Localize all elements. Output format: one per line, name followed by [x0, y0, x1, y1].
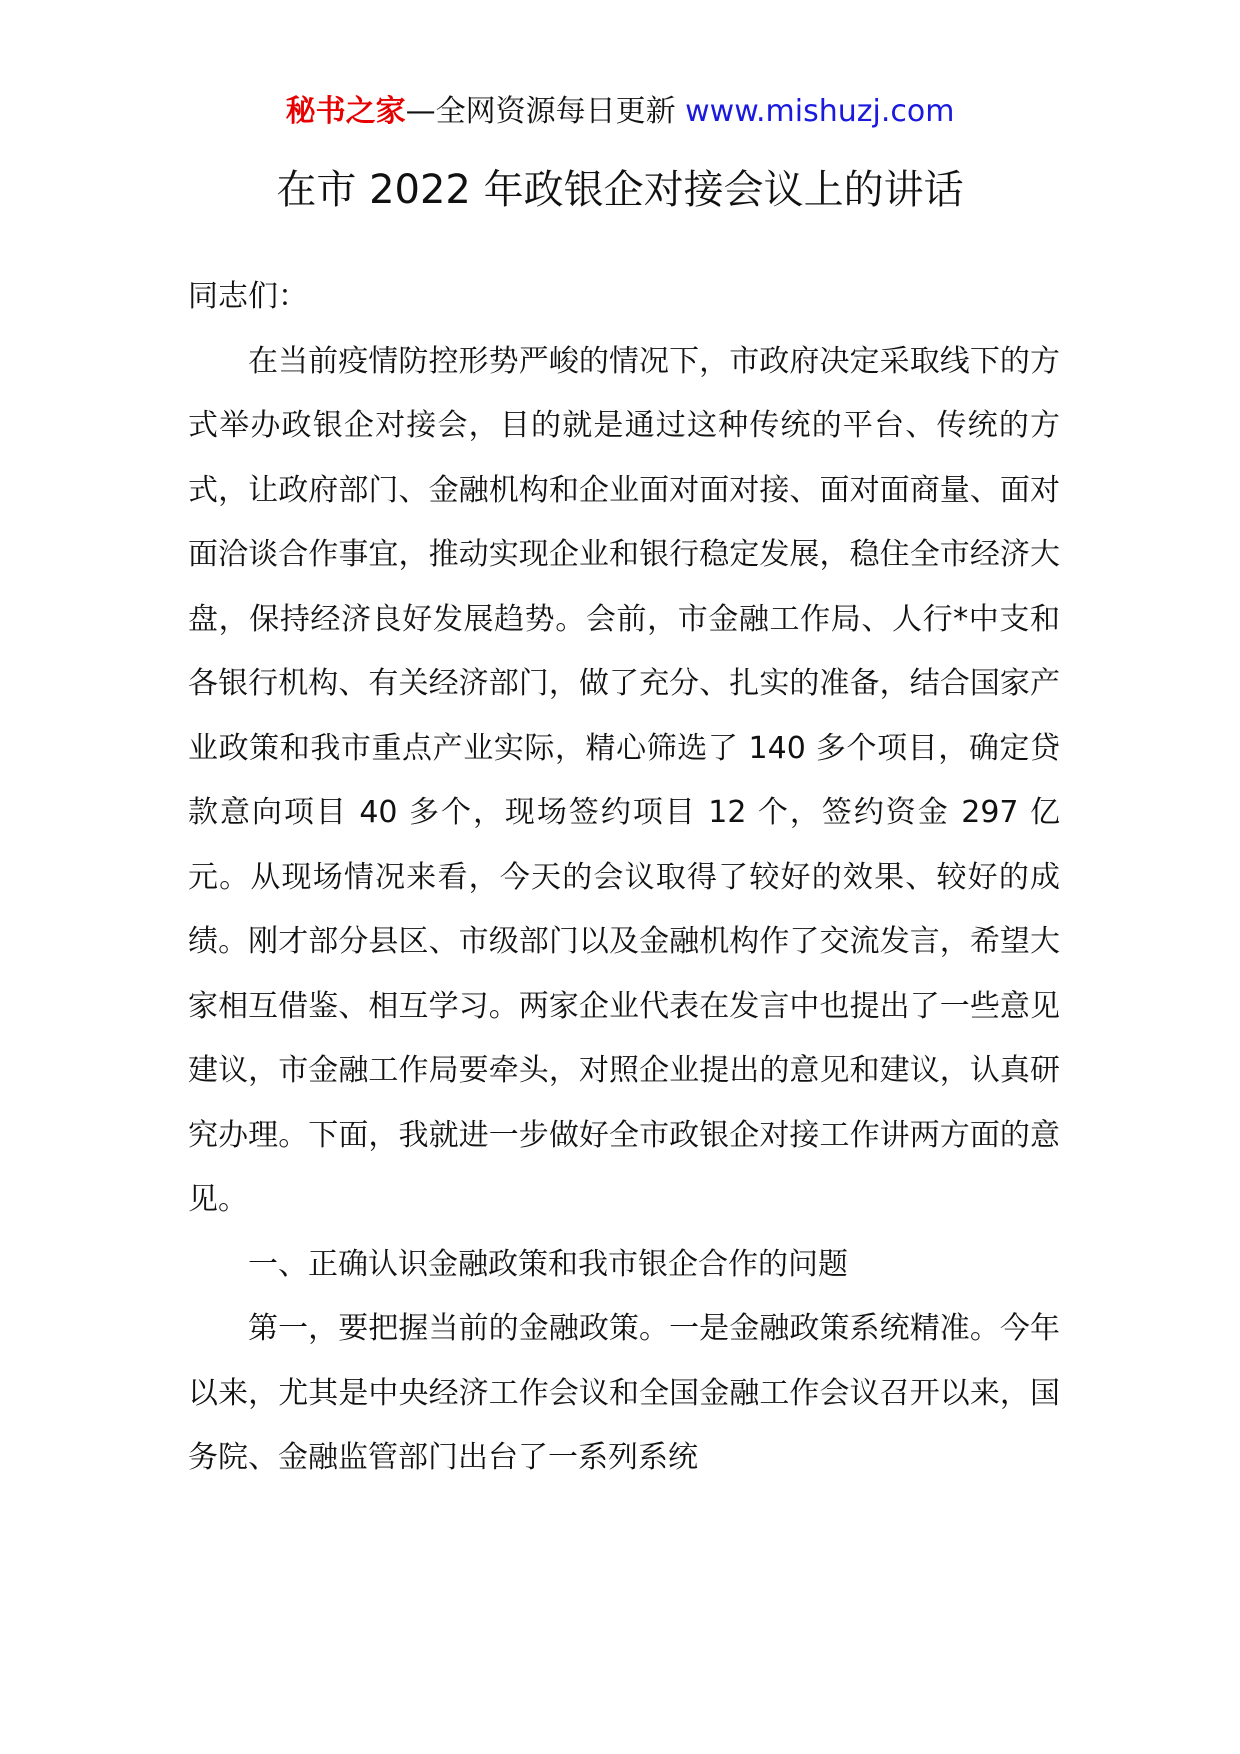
site-url-link[interactable]: www.mishuzj.com	[685, 94, 955, 129]
document-title: 在市 2022 年政银企对接会议上的讲话	[276, 167, 964, 213]
document-body	[188, 265, 1060, 1491]
salutation: 同志们：	[188, 279, 308, 314]
site-tagline: —全网资源每日更新	[405, 94, 676, 129]
site-brand: 秘书之家	[285, 94, 406, 129]
section-heading: 一、正确认识金融政策和我市银企合作的问题	[248, 1246, 848, 1282]
body-paragraph: 在当前疫情防控形势严峻的情况下，市政府决定采取线下的方式举办政银企对接会，目的就是通过这种传统的平台、传统的方式，让政府部门、金融机构和企业面对面对接、面对面商量、面对面洽谈合作事宜，推动实现企业和银行稳定发展，稳住全市经济大盘，保持经济良好发展趋势。会前，市金融工作局、人行*中支和各银行机构、有关经济部门，做了充分、扎实的准备，结合国家产业政策和我市重点产业实际，精心筛选了 140 多个项目，确定贷款意向项目 40 多个，现场签约项目 12 个，签约资金 297 亿元。从现场情况来看，今天的会议取得了较好的效果、较好的成绩。刚才部分县区、市级部门以及金融机构作了交流发言，希望大家相互借鉴、相互学习。两家企业代表在发言中也提出了一些意见建议，市金融工作局要牵头，对照企业提出的意见和建议，认真研究办理。下面，我就进一步做好全市政银企对接工作讲两方面的意见。	[188, 343, 1060, 1217]
site-banner	[0, 92, 1240, 132]
body-paragraph: 第一，要把握当前的金融政策。一是金融政策系统精准。今年以来，尤其是中央经济工作会议和全国金融工作会议召开以来，国务院、金融监管部门出台了一系列系统	[188, 1311, 1060, 1475]
